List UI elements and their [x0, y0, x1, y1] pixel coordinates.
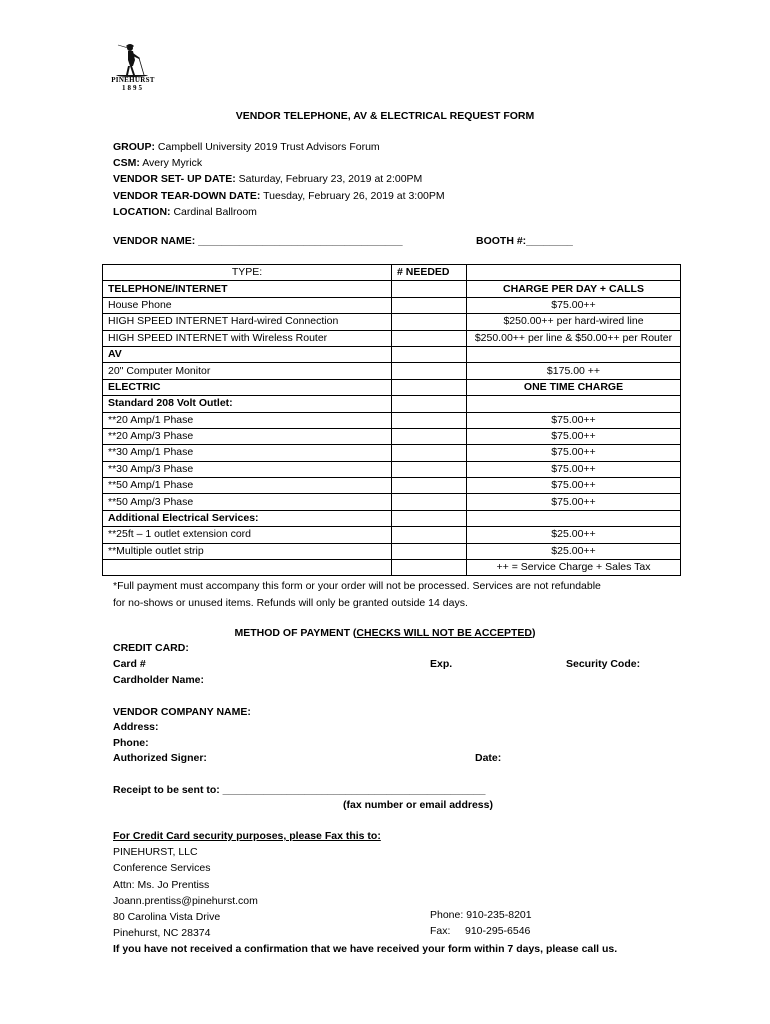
row-needed-input[interactable]	[392, 379, 467, 395]
col-type-header: TYPE:	[103, 265, 392, 281]
vendor-name-field[interactable]: VENDOR NAME: ___________________________________	[113, 235, 403, 247]
row-needed-input[interactable]	[392, 478, 467, 494]
logo-name: PINEHURST	[111, 76, 155, 84]
row-type: HIGH SPEED INTERNET Hard-wired Connection	[103, 314, 392, 330]
table-row	[103, 543, 681, 559]
row-needed-input[interactable]	[392, 412, 467, 428]
row-needed-input[interactable]	[392, 527, 467, 543]
header-fields	[113, 139, 445, 220]
row-type: **50 Amp/1 Phase	[103, 478, 392, 494]
row-type: **Multiple outlet strip	[103, 543, 392, 559]
table-row	[103, 314, 681, 330]
logo-year: 1895	[122, 84, 144, 92]
row-type: **30 Amp/3 Phase	[103, 461, 392, 477]
table-row	[103, 510, 681, 526]
row-needed-input[interactable]	[392, 346, 467, 362]
row-needed-input[interactable]	[392, 461, 467, 477]
phone-field[interactable]: Phone:	[113, 737, 149, 749]
authorized-signer-field[interactable]: Authorized Signer:	[113, 752, 207, 764]
row-type: House Phone	[103, 297, 392, 313]
receipt-field[interactable]: Receipt to be sent to: _____________________________________________	[113, 784, 486, 796]
table-row	[103, 363, 681, 379]
teardown-date-field: VENDOR TEAR-DOWN DATE: Tuesday, February 26, 2019 at 3:00PM	[113, 189, 445, 202]
row-needed-input[interactable]	[392, 297, 467, 313]
setup-date-field: VENDOR SET- UP DATE: Saturday, February 23, 2019 at 2:00PM	[113, 173, 423, 186]
security-code-field[interactable]: Security Code:	[566, 658, 641, 670]
table-row	[103, 445, 681, 461]
row-type: Additional Electrical Services:	[103, 510, 392, 526]
row-needed-input[interactable]	[392, 428, 467, 444]
row-charge	[467, 346, 681, 362]
row-needed-input[interactable]	[392, 560, 467, 576]
row-type: Standard 208 Volt Outlet:	[103, 396, 392, 412]
csm-field: CSM: Avery Myrick	[113, 157, 203, 170]
row-type: AV	[103, 346, 392, 362]
credit-card-label: CREDIT CARD:	[113, 642, 189, 654]
row-type: **30 Amp/1 Phase	[103, 445, 392, 461]
fax-line: PINEHURST, LLC	[113, 846, 198, 859]
vendor-company-field[interactable]: VENDOR COMPANY NAME:	[113, 706, 251, 718]
card-number-field[interactable]: Card #	[113, 658, 146, 670]
group-field: GROUP: Campbell University 2019 Trust Advisors Forum	[113, 141, 380, 153]
row-charge	[467, 396, 681, 412]
table-row	[103, 281, 681, 297]
col-needed-header: # NEEDED	[392, 265, 467, 281]
table-row	[103, 297, 681, 313]
row-type: 20" Computer Monitor	[103, 363, 392, 379]
payment-title: METHOD OF PAYMENT (CHECKS WILL NOT BE ACCEPTED)	[234, 627, 536, 639]
row-type: TELEPHONE/INTERNET	[103, 281, 392, 297]
payment-note	[113, 578, 601, 611]
booth-field[interactable]: BOOTH #:________	[476, 235, 573, 247]
row-charge	[467, 510, 681, 526]
row-needed-input[interactable]	[392, 363, 467, 379]
row-charge: $75.00++	[467, 461, 681, 477]
row-charge: CHARGE PER DAY + CALLS	[467, 281, 681, 297]
row-type: ELECTRIC	[103, 379, 392, 395]
col-charge-header	[467, 265, 681, 281]
row-charge: $250.00++ per line & $50.00++ per Router	[467, 330, 681, 346]
form-title: VENDOR TELEPHONE, AV & ELECTRICAL REQUEST FORM	[235, 110, 535, 122]
row-charge: $75.00++	[467, 478, 681, 494]
row-needed-input[interactable]	[392, 445, 467, 461]
row-type: **20 Amp/1 Phase	[103, 412, 392, 428]
row-needed-input[interactable]	[392, 281, 467, 297]
fax-heading: For Credit Card security purposes, please Fax this to:	[113, 830, 381, 842]
contact-phone: Phone: 910-235-8201	[430, 909, 532, 921]
fax-line: 80 Carolina Vista Drive	[113, 911, 221, 924]
table-row	[103, 346, 681, 362]
fax-line: Conference Services	[113, 862, 211, 875]
row-charge: $75.00++	[467, 445, 681, 461]
row-type: **20 Amp/3 Phase	[103, 428, 392, 444]
confirmation-text: If you have not received a confirmation that we have received your form within 7 days, please call us.	[113, 943, 618, 956]
row-needed-input[interactable]	[392, 543, 467, 559]
row-needed-input[interactable]	[392, 314, 467, 330]
location-field: LOCATION: Cardinal Ballroom	[113, 205, 257, 218]
contact-fax: Fax: 910-295-6546	[430, 925, 531, 937]
row-charge: $25.00++	[467, 543, 681, 559]
row-charge: $75.00++	[467, 297, 681, 313]
row-type: **50 Amp/3 Phase	[103, 494, 392, 510]
row-charge: $75.00++	[467, 494, 681, 510]
table-row	[103, 428, 681, 444]
cardholder-name-field[interactable]: Cardholder Name:	[113, 674, 205, 686]
table-row	[103, 379, 681, 395]
row-charge: ONE TIME CHARGE	[467, 379, 681, 395]
table-header-row	[103, 265, 681, 281]
fax-email[interactable]: Joann.prentiss@pinehurst.com	[113, 894, 258, 907]
fax-block	[113, 828, 617, 958]
row-charge: $250.00++ per hard-wired line	[467, 314, 681, 330]
table-row	[103, 461, 681, 477]
exp-field[interactable]: Exp.	[430, 658, 453, 670]
receipt-subtext: (fax number or email address)	[343, 799, 493, 811]
row-needed-input[interactable]	[392, 510, 467, 526]
row-charge: $75.00++	[467, 412, 681, 428]
table-row	[103, 396, 681, 412]
row-charge: $175.00 ++	[467, 363, 681, 379]
logo-text	[108, 76, 158, 92]
request-table	[102, 264, 681, 576]
table-row	[103, 527, 681, 543]
row-type	[103, 560, 392, 576]
row-charge: ++ = Service Charge + Sales Tax	[467, 560, 681, 576]
row-needed-input[interactable]	[392, 396, 467, 412]
note-line-1: *Full payment must accompany this form or your order will not be processed. Services are not refundable	[113, 580, 601, 592]
table-row	[103, 412, 681, 428]
row-type: HIGH SPEED INTERNET with Wireless Router	[103, 330, 392, 346]
note-line-2: for no-shows or unused items. Refunds will only be granted outside 14 days.	[113, 596, 468, 609]
fax-line: Attn: Ms. Jo Prentiss	[113, 878, 210, 891]
table-row	[103, 330, 681, 346]
row-type: **25ft – 1 outlet extension cord	[103, 527, 392, 543]
table-row	[103, 478, 681, 494]
address-field[interactable]: Address:	[113, 721, 159, 733]
row-charge: $25.00++	[467, 527, 681, 543]
table-row	[103, 494, 681, 510]
table-row	[103, 560, 681, 576]
date-field[interactable]: Date:	[475, 752, 502, 764]
row-charge: $75.00++	[467, 428, 681, 444]
row-needed-input[interactable]	[392, 330, 467, 346]
row-needed-input[interactable]	[392, 494, 467, 510]
fax-line: Pinehurst, NC 28374	[113, 927, 211, 940]
